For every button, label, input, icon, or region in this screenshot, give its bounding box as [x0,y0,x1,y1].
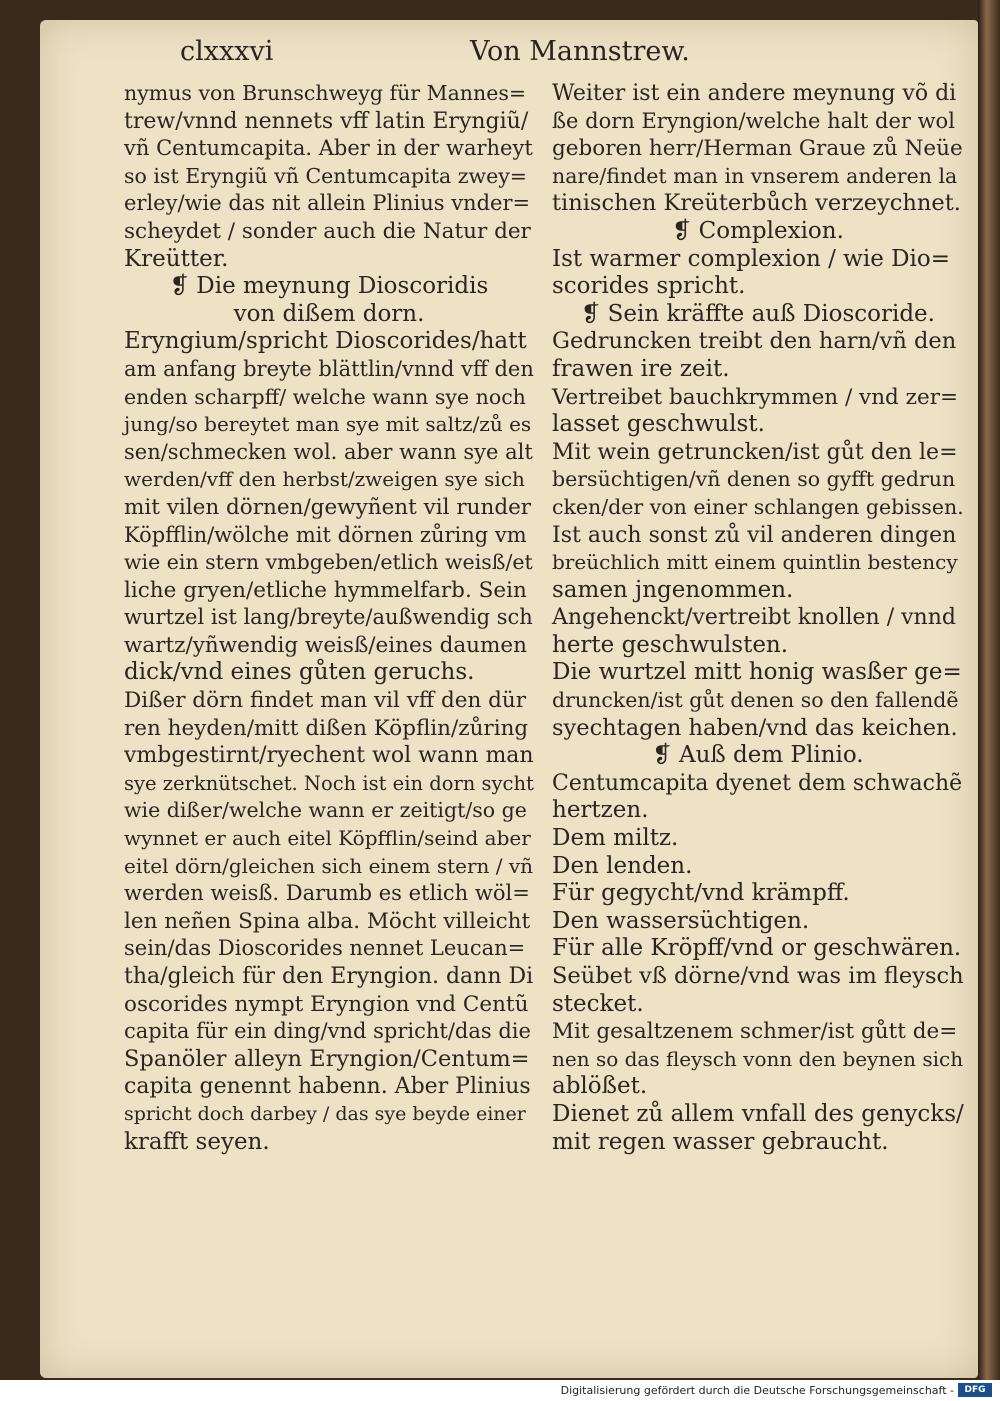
text-line: scheydet / sonder auch die Natur der [124,218,531,244]
text-line: enden scharpff/ welche wann sye noch [124,384,526,409]
text-line: bersüchtigen/vñ denen so gyfft gedrun [552,467,956,492]
text-line: ren heyden/mitt dißen Köpflin/zůring [124,715,529,741]
text-line: Dienet zů allem vnfall des genycks/ [552,1100,964,1127]
text-line: hertzen. [552,797,649,824]
text-line: ße dorn Eryngion/welche halt der wol [552,108,955,133]
section-heading: ❡ Sein kräffte auß Dioscoride. [581,300,935,327]
text-line: druncken/ist gůt denen so den fallendẽ [552,688,959,713]
section-heading: ❡ Complexion. [672,217,844,244]
page-header [180,36,780,76]
folio-number: clxxxvi [180,36,274,67]
section-heading: von dißem dorn. [233,300,425,327]
funding-credit: Digitalisierung gefördert durch die Deutsche Forschungsgemeinschaft - [560,1384,954,1397]
text-line: geboren herr/Herman Graue zů Neüe [552,136,963,162]
text-line: capita für ein ding/vnd spricht/das die [124,1019,531,1044]
text-line: wurtzel ist lang/breyte/außwendig sch [124,605,533,630]
text-line: lasset geschwulst. [552,411,765,438]
text-line: ablößet. [552,1073,648,1100]
text-line: Spanöler alleyn Eryngion/Centum= [124,1045,530,1072]
text-line: oscorides nympt Eryngion vnd Centũ [124,991,529,1017]
text-line: mit vilen dörnen/gewyñent vil runder [124,494,532,520]
text-line: Seübet vß dörne/vnd was im fleysch [552,963,964,989]
text-line: wie dißer/welche wann er zeitigt/so ge [124,798,527,823]
text-line: Für alle Kröpff/vnd or geschwären. [552,935,962,962]
text-line: scorides spricht. [552,273,746,300]
right-text-column [552,80,964,1156]
text-line: Für gegycht/vnd krämpff. [552,880,850,907]
text-line: krafft seyen. [124,1128,270,1155]
text-line: Angehenckt/vertreibt knollen / vnnd [552,605,956,631]
text-line: Ist auch sonst zů vil anderen dingen [552,522,957,548]
text-line: Den wassersüchtigen. [552,907,810,934]
left-text-column [124,80,534,1156]
text-line: trew/vnnd nennets vff latin Eryngiũ/ [124,108,529,134]
text-line: dick/vnd eines gůten geruchs. [124,659,475,686]
text-line: nare/findet man in vnserem anderen la [552,163,958,188]
text-line: eitel dörn/gleichen sich einem stern / vñ [124,853,534,878]
digitization-footer [0,1380,1000,1401]
text-line: samen jngenommen. [552,576,794,603]
running-head: Von Mannstrew. [470,36,690,67]
text-line: werden/vff den herbst/zweigen sye sich [124,467,525,492]
text-line: wie ein stern vmbgeben/etlich weisß/et [124,550,533,575]
text-line: Vertreibet bauchkrymmen / vnd zer= [552,384,958,410]
section-heading: ❡ Die meynung Dioscoridis [169,273,489,300]
text-line: Eryngium/spricht Dioscorides/hatt [124,328,527,355]
text-line: am anfang breyte blättlin/vnnd vff den [124,356,534,381]
text-line: sen/schmecken wol. aber wann sye alt [124,439,533,464]
text-line: Den lenden. [552,852,693,879]
text-line: Ist warmer complexion / wie Dio= [552,245,951,272]
text-line: cken/der von einer schlangen gebissen. [552,494,964,519]
text-line: Centumcapita dyenet dem schwachẽ [552,770,963,796]
text-line: stecket. [552,990,644,1017]
section-heading: ❡ Auß dem Plinio. [652,742,864,769]
text-line: Mit wein getruncken/ist gůt den le= [552,439,958,465]
text-line: jung/so bereytet man sye mit saltz/zů es [124,412,532,437]
text-line: capita genennt habenn. Aber Plinius [124,1074,531,1100]
text-line: Weiter ist ein andere meynung võ di [552,81,957,106]
text-line: liche gryen/etliche hymmelfarb. Sein [124,577,527,603]
text-line: erley/wie das nit allein Plinius vnder= [124,191,531,216]
text-line: sye zerknütschet. Noch ist ein dorn sycht [124,771,534,795]
text-line: sein/das Dioscorides nennet Leucan= [124,936,526,961]
text-line: herte geschwulsten. [552,631,789,658]
text-line: Kreütter. [124,245,229,272]
text-line: so ist Eryngiũ vñ Centumcapita zwey= [124,163,527,188]
text-line: Mit gesaltzenem schmer/ist gůtt de= [552,1019,958,1045]
text-line: wartz/yñwendig weisß/eines daumen [124,632,527,658]
text-line: Dißer dörn findet man vil vff den dür [124,688,527,714]
dfg-logo-icon: DFG [958,1383,992,1397]
text-line: wynnet er auch eitel Köpfflin/seind aber [124,826,531,851]
text-line: tinischen Kreüterbůch verzeychnet. [552,190,961,217]
text-line: Gedruncken treibt den harn/vñ den [552,328,957,355]
text-line: Die wurtzel mitt honig wasßer ge= [552,659,962,686]
text-line: nen so das fleysch vonn den beynen sich [552,1046,964,1071]
text-line: spricht doch darbey / das sye beyde einer [124,1102,526,1125]
text-line: nymus von Brunschweyg für Mannes= [124,81,527,105]
text-line: vñ Centumcapita. Aber in der warheyt [124,136,533,161]
text-line: frawen ire zeit. [552,355,730,382]
book-edge [978,0,1000,1380]
text-line: mit regen wasser gebraucht. [552,1128,889,1155]
text-line: vmbgestirnt/ryechent wol wann man [124,743,534,769]
text-line: Köpfflin/wölche mit dörnen zůring vm [124,522,527,547]
text-line: tha/gleich für den Eryngion. dann Di [124,964,534,989]
text-line: len neñen Spina alba. Möcht villeicht [124,908,531,934]
text-line: syechtagen haben/vnd das keichen. [552,714,958,741]
text-line: werden weisß. Darumb es etlich wöl= [124,881,530,906]
text-line: Dem miltz. [552,825,679,852]
text-line: breüchlich mitt einem quintlin bestency [552,550,958,575]
